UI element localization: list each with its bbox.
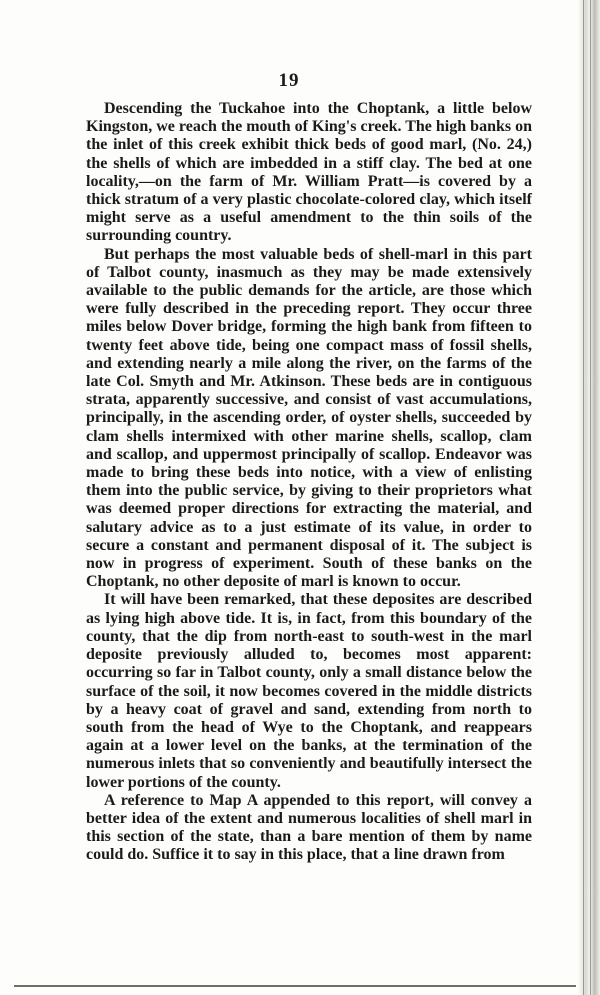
paragraph: A reference to Map A appended to this report, will convey a better idea of the extent and numerous localities of shell marl in this section of the state, than a bare mention of them by name could do. Suffice it to say in this place, that a line drawn from [86, 791, 532, 864]
page-bottom-rule [14, 985, 576, 987]
body-text [86, 100, 532, 865]
page-edge-line [583, 0, 584, 995]
page-binding-edge [578, 0, 600, 995]
paragraph: Descending the Tuckahoe into the Choptank, a little below Kingston, we reach the mouth of King's creek. The high banks on the inlet of this creek exhibit thick beds of good marl, (No. 24,) the shells of which are imbedded in a stiff clay. The bed at one locality,—on the farm of Mr. William Pratt—is covered by a thick stratum of a very plastic chocolate-colored clay, which itself might serve as a useful amendment to the thin soils of the surrounding country. [86, 100, 532, 245]
page-number: 19 [278, 70, 300, 91]
paragraph: It will have been remarked, that these deposites are described as lying high above tide. It is, in fact, from this boundary of the county, that the dip from north-east to south-west in the marl deposite previously alluded to, becomes most apparent: occurring so far in Talbot county, only a small distance below the surface of the soil, it now becomes covered in the middle districts by a heavy coat of gravel and sand, extending from north to south from the head of Wye to the Choptank, and reappears again at a lower level on the banks, at the termination of the numerous inlets that so conveniently and beautifully intersect the lower portions of the county. [86, 591, 532, 791]
page-edge-line [590, 0, 591, 995]
paragraph: But perhaps the most valuable beds of shell-marl in this part of Talbot county, inasmuch as they may be made extensively available to the public demands for the article, are those which were fully described in the preceding report. They occur three miles below Dover bridge, forming the high bank from fifteen to twenty feet above tide, being one compact mass of fossil shells, and extending nearly a mile along the river, on the farms of the late Col. Smyth and Mr. Atkinson. These beds are in contiguous strata, apparently successive, and consist of vast accumulations, principally, in the ascending order, of oyster shells, succeeded by clam shells intermixed with other marine shells, scallop, clam and scallop, and uppermost principally of scallop. Endeavor was made to bring these beds into notice, with a view of enlisting them into the public service, by giving to their proprietors what was deemed proper directions for extracting the material, and salutary advice as to a just estimate of its value, in order to secure a constant and permanent disposal of it. The subject is now in progress of experiment. South of these banks on the Choptank, no other deposite of marl is known to occur. [86, 245, 532, 591]
